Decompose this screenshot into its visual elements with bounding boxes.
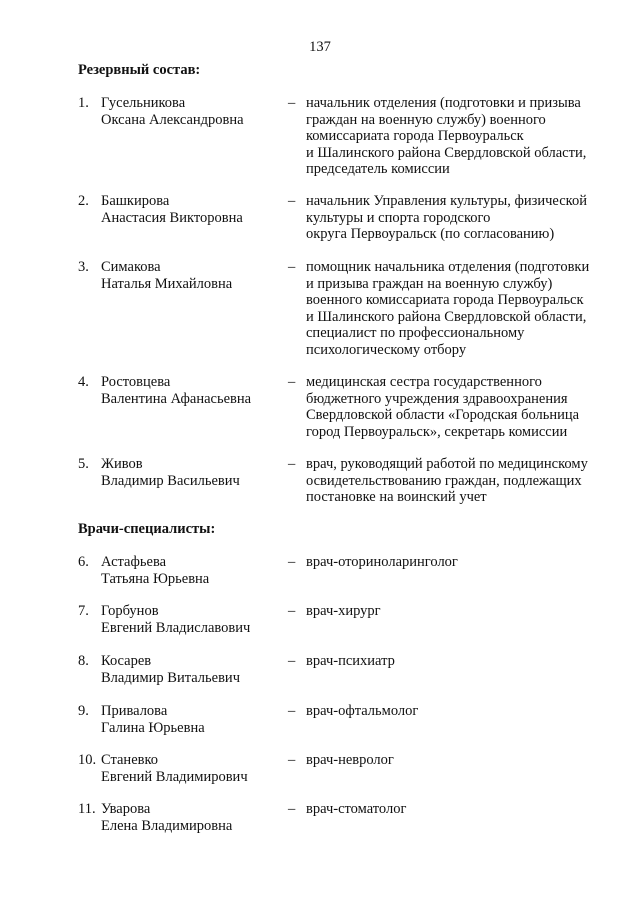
- given-names: Владимир Витальевич: [101, 669, 240, 686]
- dash-separator: –: [288, 374, 296, 390]
- role-line: врач-хирург: [306, 603, 381, 619]
- surname: Станевко: [101, 752, 159, 768]
- surname: Привалова: [101, 703, 168, 719]
- given-names: Оксана Александровна: [101, 111, 244, 128]
- role-line: врач-психиатр: [306, 653, 395, 669]
- position-description: [306, 95, 608, 178]
- role-line: врач, руководящий работой по медицинскому: [306, 456, 588, 472]
- position-description: [306, 554, 608, 571]
- surname: Башкирова: [101, 193, 170, 209]
- role-line: город Первоуральск», секретарь комиссии: [306, 423, 568, 440]
- item-number: 6.: [78, 554, 89, 570]
- surname: Живов: [101, 456, 143, 472]
- item-number: 7.: [78, 603, 89, 619]
- role-line: начальник отделения (подготовки и призыва: [306, 95, 581, 111]
- item-number: 1.: [78, 95, 89, 111]
- role-line: врач-невролог: [306, 752, 394, 768]
- role-line: культуры и спорта городского: [306, 209, 491, 226]
- given-names: Татьяна Юрьевна: [101, 570, 210, 587]
- role-line: начальник Управления культуры, физической: [306, 193, 587, 209]
- role-line: и Шалинского района Свердловской области,: [306, 144, 587, 161]
- person-name: [101, 801, 281, 834]
- person-name: [101, 603, 281, 636]
- item-number: 8.: [78, 653, 89, 669]
- item-number: 4.: [78, 374, 89, 390]
- position-description: [306, 374, 608, 440]
- item-number: 9.: [78, 703, 89, 719]
- item-number: 11.: [78, 801, 96, 817]
- role-line: председатель комиссии: [306, 161, 450, 177]
- person-name: [101, 95, 281, 128]
- position-description: [306, 752, 608, 769]
- section-heading-reserve: Резервный состав:: [78, 62, 201, 78]
- position-description: [306, 456, 608, 506]
- given-names: Елена Владимировна: [101, 817, 233, 834]
- person-name: [101, 752, 281, 785]
- given-names: Владимир Васильевич: [101, 472, 240, 489]
- dash-separator: –: [288, 801, 296, 817]
- role-line: округа Первоуральск (по согласованию): [306, 226, 555, 242]
- dash-separator: –: [288, 554, 296, 570]
- page-number: 137: [309, 39, 331, 55]
- role-line: психологическому отбору: [306, 341, 467, 358]
- given-names: Наталья Михайловна: [101, 275, 233, 292]
- dash-separator: –: [288, 752, 296, 768]
- position-description: [306, 193, 608, 243]
- role-line: комиссариата города Первоуральск: [306, 128, 524, 144]
- surname: Симакова: [101, 259, 161, 275]
- role-line: постановке на воинский учет: [306, 489, 487, 505]
- item-number: 2.: [78, 193, 89, 209]
- position-description: [306, 703, 608, 720]
- role-line: бюджетного учреждения здравоохранения: [306, 390, 568, 407]
- given-names: Евгений Владиславович: [101, 619, 251, 636]
- dash-separator: –: [288, 259, 296, 275]
- item-number: 10.: [78, 752, 97, 768]
- surname: Астафьева: [101, 554, 167, 570]
- dash-separator: –: [288, 653, 296, 669]
- person-name: [101, 259, 281, 292]
- person-name: [101, 456, 281, 489]
- role-line: врач-офтальмолог: [306, 703, 419, 719]
- dash-separator: –: [288, 456, 296, 472]
- person-name: [101, 193, 281, 226]
- position-description: [306, 801, 608, 818]
- role-line: помощник начальника отделения (подготовки: [306, 259, 590, 275]
- person-name: [101, 554, 281, 587]
- dash-separator: –: [288, 703, 296, 719]
- given-names: Валентина Афанасьевна: [101, 390, 252, 407]
- person-name: [101, 653, 281, 686]
- surname: Горбунов: [101, 603, 159, 619]
- position-description: [306, 259, 608, 358]
- given-names: Анастасия Викторовна: [101, 209, 243, 226]
- role-line: и Шалинского района Свердловской области,: [306, 308, 587, 325]
- given-names: Евгений Владимирович: [101, 768, 248, 785]
- role-line: врач-стоматолог: [306, 801, 407, 817]
- position-description: [306, 603, 608, 620]
- given-names: Галина Юрьевна: [101, 719, 205, 736]
- section-heading-specialists: Врачи-специалисты:: [78, 521, 216, 537]
- person-name: [101, 703, 281, 736]
- role-line: специалист по профессиональному: [306, 325, 525, 341]
- item-number: 5.: [78, 456, 89, 472]
- role-line: Свердловской области «Городская больница: [306, 407, 580, 423]
- surname: Ростовцева: [101, 374, 171, 390]
- position-description: [306, 653, 608, 670]
- role-line: освидетельствованию граждан, подлежащих: [306, 472, 582, 489]
- surname: Косарев: [101, 653, 152, 669]
- surname: Уварова: [101, 801, 151, 817]
- role-line: и призыва граждан на военную службу): [306, 275, 553, 292]
- role-line: врач-оториноларинголог: [306, 554, 458, 570]
- dash-separator: –: [288, 95, 296, 111]
- surname: Гусельникова: [101, 95, 186, 111]
- dash-separator: –: [288, 193, 296, 209]
- dash-separator: –: [288, 603, 296, 619]
- role-line: граждан на военную службу) военного: [306, 111, 546, 128]
- role-line: медицинская сестра государственного: [306, 374, 542, 390]
- person-name: [101, 374, 281, 407]
- role-line: военного комиссариата города Первоуральск: [306, 292, 584, 308]
- item-number: 3.: [78, 259, 89, 275]
